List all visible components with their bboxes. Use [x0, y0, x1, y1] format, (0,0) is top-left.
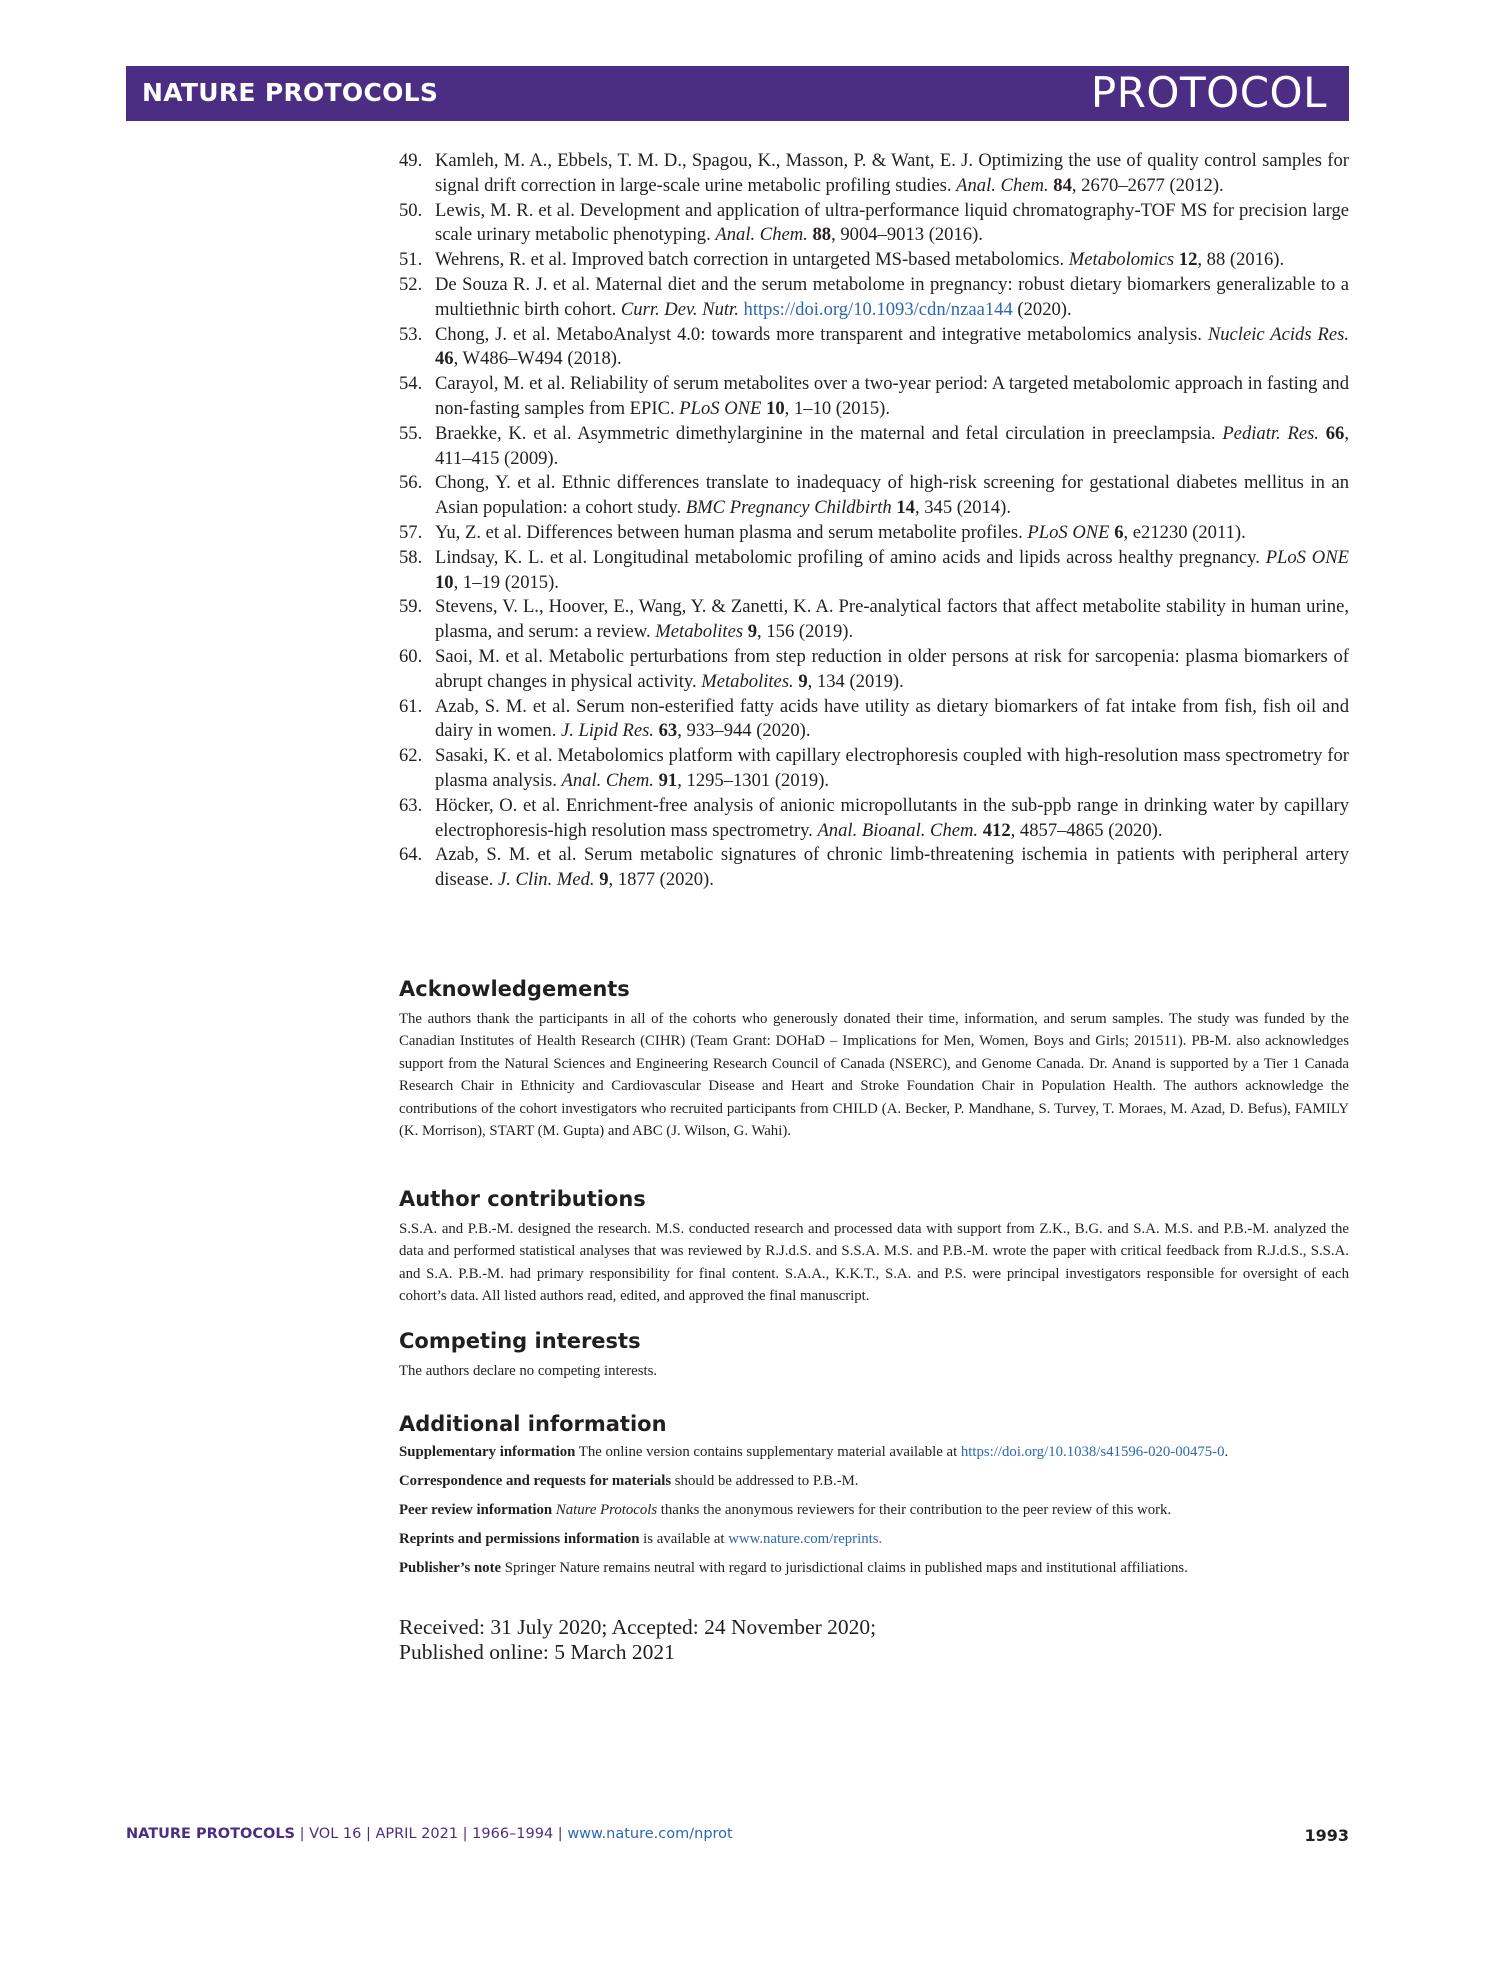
reference-text: Chong, J. et al. MetaboAnalyst 4.0: towards more transparent and integrative metabolomics analysis. [435, 323, 1208, 345]
reference-volume: 6 [1114, 521, 1124, 543]
reference-number: 50. [399, 199, 423, 221]
reference-text: , 1295–1301 (2019). [677, 769, 830, 791]
reference-journal: Curr. Dev. Nutr. [620, 298, 739, 320]
reference-volume: 9 [599, 869, 609, 891]
reference-number: 51. [399, 249, 423, 271]
author-contributions-section [399, 1186, 1349, 1308]
acknowledgements-heading: Acknowledgements [399, 977, 630, 1001]
reference-number: 59. [399, 596, 423, 618]
reference-journal: Anal. Chem. [956, 174, 1049, 196]
supplementary-link[interactable]: https://doi.org/10.1038/s41596-020-00475-0 [960, 1444, 1225, 1460]
reference-journal: Anal. Chem. [715, 224, 808, 246]
correspondence-information [399, 1472, 1349, 1490]
publisher-note-label: Publisher’s note [399, 1560, 502, 1576]
reference-journal: Anal. Bioanal. Chem. [817, 819, 979, 841]
reference-item [399, 248, 1349, 273]
journal-header-bar [126, 66, 1349, 121]
footer-meta: | VOL 16 | APRIL 2021 | 1966–1994 | [295, 1826, 568, 1842]
reference-volume: 12 [1178, 249, 1198, 271]
reference-journal: PLoS ONE [679, 397, 762, 419]
peer-review-information [399, 1501, 1349, 1519]
reference-volume: 10 [435, 571, 454, 593]
reference-text: , 156 (2019). [757, 621, 854, 643]
reference-text: Lindsay, K. L. et al. Longitudinal metabolomic profiling of amino acids and lipids across healthy pregnancy. [435, 546, 1266, 568]
reference-number: 57. [399, 521, 423, 543]
reference-text: De Souza R. J. et al. Maternal diet and the serum metabolome in pregnancy: robust dietary biomarkers generalizable to a multiethnic birth cohort. [435, 273, 1349, 320]
reference-journal: BMC Pregnancy Childbirth [685, 497, 892, 519]
article-type: PROTOCOL [1090, 68, 1327, 117]
reference-text: Sasaki, K. et al. Metabolomics platform with capillary electrophoresis coupled with high-resolution mass spectrometry for plasma analysis. [435, 745, 1349, 791]
reference-item [399, 422, 1349, 472]
reference-text [1319, 423, 1326, 444]
article-dates [399, 1615, 1099, 1665]
reference-journal: Pediatr. Res. [1222, 422, 1319, 444]
reference-volume: 91 [658, 769, 678, 791]
publisher-note-text: Springer Nature remains neutral with regard to jurisdictional claims in published maps and institutional affiliations. [501, 1560, 1188, 1576]
reference-text: , 933–944 (2020). [677, 720, 811, 742]
author-contributions-text: S.S.A. and P.B.-M. designed the research. M.S. conducted research and processed data with support from Z.K., B.G. and S.A. M.S. and P.B.-M. analyzed the data and performed statistical analyses that was reviewed by R.J.d.S. and S.S.A. M.S. and P.B.-M. wrote the paper with critical feedback from R.J.d.S., S.S.A. and S.A. P.B.-M. had primary responsibility for final content. S.A.A., K.K.T., S.A. and P.S. were principal investigators responsible for oversight of each cohort’s data. All listed authors read, edited, and approved the final manuscript. [399, 1221, 1349, 1305]
reference-text: , 1–10 (2015). [784, 397, 891, 419]
reference-text: Chong, Y. et al. Ethnic differences translate to inadequacy of high-risk screening for gestational diabetes mellitus in an Asian population: a cohort study. [435, 472, 1349, 519]
footer-url[interactable]: www.nature.com/nprot [567, 1826, 733, 1842]
page-footer [126, 1826, 1349, 1848]
reference-number: 49. [399, 150, 423, 171]
reference-number: 60. [399, 645, 423, 667]
page-number: 1993 [1304, 1826, 1349, 1845]
reference-text: , 2670–2677 (2012). [1071, 174, 1224, 196]
reference-number: 64. [399, 844, 423, 866]
reference-text: , e21230 (2011). [1123, 521, 1246, 543]
reference-text: (2020). [1012, 298, 1072, 320]
reference-volume: 10 [766, 397, 785, 419]
reference-number: 52. [399, 273, 423, 295]
footer-citation [126, 1826, 733, 1842]
supplementary-information [399, 1443, 1349, 1461]
reference-volume: 46 [435, 348, 454, 370]
reference-journal: PLoS ONE [1265, 546, 1349, 568]
reference-journal: Metabolites. [701, 670, 794, 692]
reference-number: 58. [399, 546, 423, 568]
reference-text: Carayol, M. et al. Reliability of serum metabolites over a two-year period: A targeted metabolomic approach in fasting and non-fasting samples from EPIC. [435, 373, 1349, 419]
supplementary-end: . [1224, 1444, 1229, 1460]
reference-number: 55. [399, 422, 423, 444]
reference-item [399, 199, 1349, 249]
acknowledgements-section [399, 976, 1349, 1142]
reference-doi-link[interactable]: https://doi.org/10.1093/cdn/nzaa144 [743, 298, 1013, 320]
reference-journal: J. Lipid Res. [561, 720, 654, 742]
reference-journal: Anal. Chem. [561, 769, 654, 791]
reference-number: 63. [399, 794, 423, 816]
reference-text: , W486–W494 (2018). [453, 348, 622, 370]
supplementary-label: Supplementary information [399, 1444, 576, 1460]
published-date: Published online: 5 March 2021 [399, 1640, 675, 1664]
reference-journal: Metabolomics [1068, 249, 1175, 271]
reference-item [399, 273, 1349, 323]
peer-review-text: thanks the anonymous reviewers for their contribution to the peer review of this work. [657, 1502, 1172, 1518]
reference-journal: Nucleic Acids Res. [1207, 323, 1349, 345]
reference-text: Yu, Z. et al. Differences between human plasma and serum metabolite profiles. [435, 521, 1028, 543]
peer-review-label: Peer review information [399, 1502, 553, 1518]
reference-item [399, 595, 1349, 645]
reference-text: , 9004–9013 (2016). [831, 224, 983, 246]
reference-text: Wehrens, R. et al. Improved batch correction in untargeted MS-based metabolomics. [435, 249, 1069, 271]
reference-text: Azab, S. M. et al. Serum metabolic signatures of chronic limb-threatening ischemia in patients with peripheral artery disease. [435, 844, 1349, 891]
reference-text: , 1–19 (2015). [453, 571, 559, 593]
reference-text: Saoi, M. et al. Metabolic perturbations from step reduction in older persons at risk for sarcopenia: plasma biomarkers of abrupt changes in physical activity. [435, 645, 1349, 692]
correspondence-text: should be addressed to P.B.-M. [671, 1473, 859, 1489]
supplementary-text: The online version contains supplementary material available at [575, 1444, 961, 1460]
peer-review-journal: Nature Protocols [555, 1502, 658, 1518]
reference-item [399, 794, 1349, 844]
reprints-text: is available at [639, 1531, 729, 1547]
reference-text: Stevens, V. L., Hoover, E., Wang, Y. & Zanetti, K. A. Pre-analytical factors that affect metabolite stability in human urine, plasma, and serum: a review. [435, 596, 1349, 643]
reference-text: Braekke, K. et al. Asymmetric dimethylarginine in the maternal and fetal circulation in preeclampsia. [435, 422, 1223, 444]
reference-volume: 14 [896, 497, 915, 519]
footer-journal: NATURE PROTOCOLS [126, 1826, 296, 1842]
additional-information-heading: Additional information [399, 1412, 667, 1436]
reference-item [399, 471, 1349, 521]
reference-volume: 9 [798, 670, 808, 692]
reference-journal: Metabolites [655, 621, 744, 643]
reference-item [399, 546, 1349, 596]
reference-item [399, 645, 1349, 695]
reference-volume: 84 [1053, 174, 1072, 196]
reference-text: , 4857–4865 (2020). [1010, 819, 1163, 841]
received-accepted-dates: Received: 31 July 2020; Accepted: 24 November 2020; [399, 1615, 877, 1639]
additional-information-section [399, 1411, 1349, 1588]
reference-text: Kamleh, M. A., Ebbels, T. M. D., Spagou, K., Masson, P. & Want, E. J. Optimizing the use of quality control samples for signal drift correction in large-scale urine metabolic profiling studies. [435, 150, 1349, 196]
reference-text: , 1877 (2020). [608, 869, 714, 891]
correspondence-label: Correspondence and requests for materials [399, 1473, 672, 1489]
reference-number: 53. [399, 323, 423, 345]
reprints-information [399, 1530, 1349, 1548]
reference-volume: 9 [747, 621, 758, 643]
reference-journal: PLoS ONE [1027, 521, 1110, 543]
publisher-note [399, 1559, 1349, 1577]
reference-item [399, 149, 1349, 199]
reference-text: , 88 (2016). [1197, 249, 1285, 271]
reference-text: Höcker, O. et al. Enrichment-free analysis of anionic micropollutants in the sub-ppb range in drinking water by capillary electrophoresis-high resolution mass spectrometry. [435, 794, 1349, 841]
reference-number: 61. [399, 695, 423, 717]
reference-item [399, 744, 1349, 794]
journal-name: NATURE PROTOCOLS [142, 78, 439, 107]
acknowledgements-text: The authors thank the participants in all of the cohorts who generously donated their time, information, and serum samples. The study was funded by the Canadian Institutes of Health Research (CIHR) (Team Grant: DOHaD – Implications for Men, Women, Boys and Girls; 201511). PB-M. also acknowledges support from the Natural Sciences and Engineering Research Council of Canada (NSERC), and Genome Canada. Dr. Anand is supported by a Tier 1 Canada Research Chair in Ethnicity and Cardiovascular Disease and Heart and Stroke Foundation Chair in Population Health. The authors acknowledge the contributions of the cohort investigators who recruited participants from CHILD (A. Becker, P. Mandhane, S. Turvey, T. Moraes, M. Azad, D. Befus), FAMILY (K. Morrison), START (M. Gupta) and ABC (J. Wilson, G. Wahi). [399, 1011, 1349, 1140]
author-contributions-heading: Author contributions [399, 1187, 646, 1211]
reprints-label: Reprints and permissions information [399, 1531, 640, 1547]
reference-text: Azab, S. M. et al. Serum non-esterified fatty acids have utility as dietary biomarkers of fat intake from fish, fish oil and dairy in women. [435, 695, 1349, 742]
reference-volume: 412 [982, 819, 1011, 841]
reference-text: , 411–415 (2009). [435, 422, 1349, 469]
reference-text: Lewis, M. R. et al. Development and application of ultra-performance liquid chromatography-TOF MS for precision large scale urinary metabolic phenotyping. [435, 199, 1349, 246]
reference-item [399, 843, 1349, 893]
reference-number: 54. [399, 373, 423, 395]
reference-item [399, 695, 1349, 745]
reference-number: 62. [399, 745, 423, 767]
reference-journal: J. Clin. Med. [498, 869, 595, 891]
reference-volume: 88 [812, 224, 832, 246]
competing-interests-section [399, 1328, 1349, 1382]
competing-interests-text: The authors declare no competing interests. [399, 1363, 658, 1379]
reference-number: 56. [399, 472, 423, 494]
reference-list [399, 149, 1349, 893]
reprints-link[interactable]: www.nature.com/reprints. [728, 1531, 883, 1547]
competing-interests-heading: Competing interests [399, 1329, 641, 1353]
reference-text: , 134 (2019). [807, 670, 904, 692]
reference-item [399, 521, 1349, 546]
reference-text: , 345 (2014). [914, 497, 1012, 519]
reference-volume: 63 [658, 720, 678, 742]
reference-volume: 66 [1325, 422, 1345, 444]
reference-item [399, 372, 1349, 422]
reference-item [399, 323, 1349, 373]
